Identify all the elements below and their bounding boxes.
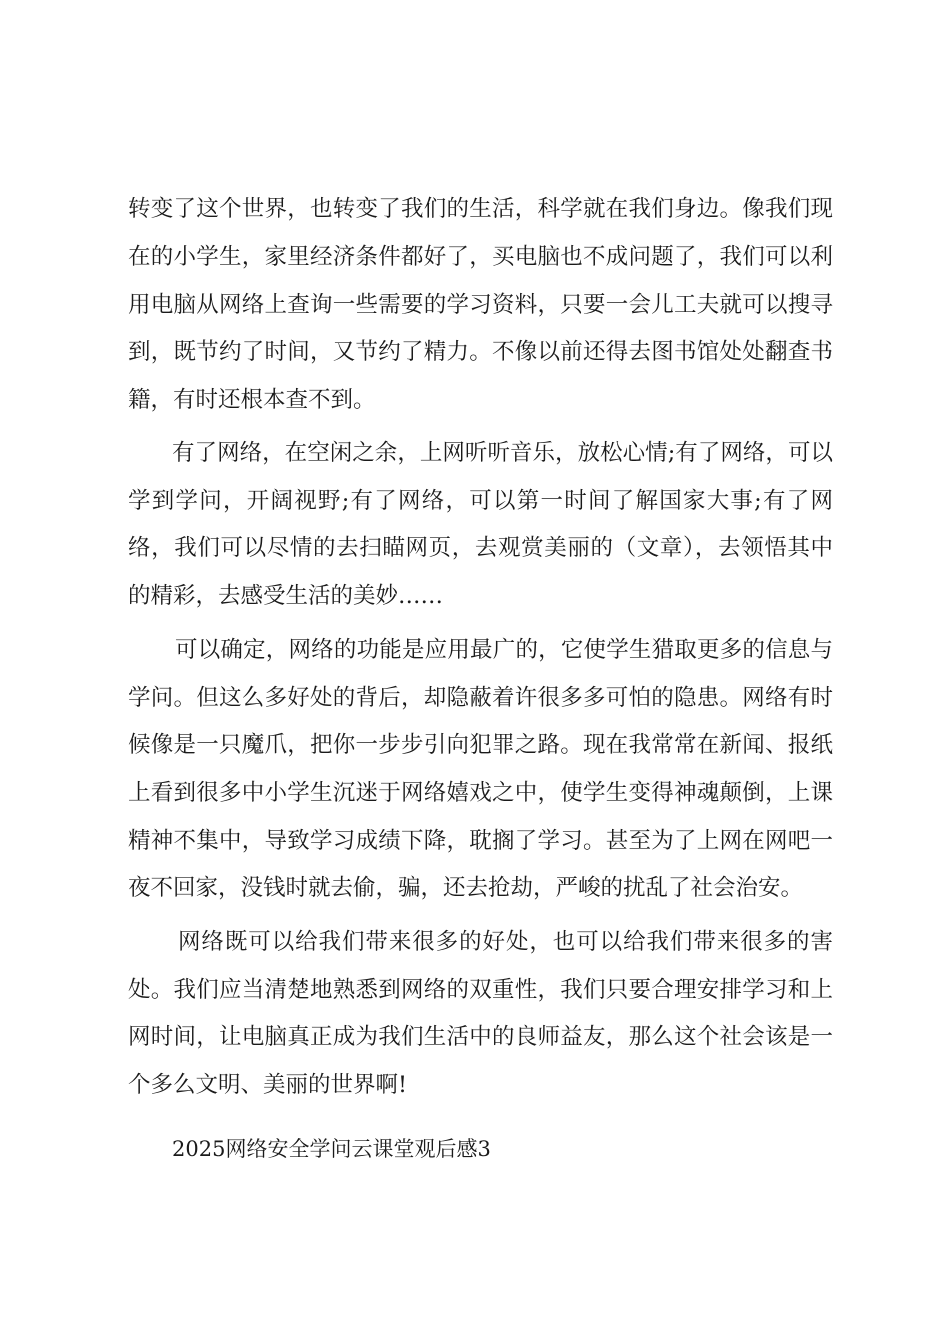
paragraph-1-line-1: 转变了这个世界，也转变了我们的生活，科学就在我们身边。像我们现 (128, 196, 833, 222)
section-heading: 2025网络安全学问云课堂观后感3 (172, 1137, 491, 1161)
paragraph-2-line-3: 络，我们可以尽情的去扫瞄网页，去观赏美丽的（文章），去领悟其中 (128, 535, 833, 561)
paragraph-2-line-4: 的精彩，去感受生活的美妙…… (128, 583, 444, 609)
paragraph-3-line-4: 上看到很多中小学生沉迷于网络嬉戏之中，使学生变得神魂颠倒，上课 (128, 780, 833, 806)
paragraph-3-line-6: 夜不回家，没钱时就去偷，骗，还去抢劫，严峻的扰乱了社会治安。 (128, 875, 804, 901)
paragraph-3-line-5: 精神不集中，导致学习成绩下降，耽搁了学习。甚至为了上网在网吧一 (128, 828, 833, 854)
paragraph-2-line-2: 学到学问，开阔视野;有了网络，可以第一时间了解国家大事;有了网 (128, 488, 833, 514)
paragraph-3-line-3: 候像是一只魔爪，把你一步步引向犯罪之路。现在我常常在新闻、报纸 (128, 732, 833, 758)
paragraph-4-line-4: 个多么文明、美丽的世界啊! (128, 1072, 408, 1098)
paragraph-4-line-3: 网时间，让电脑真正成为我们生活中的良师益友，那么这个社会该是一 (128, 1024, 833, 1050)
paragraph-2-line-1: 有了网络，在空闲之余，上网听听音乐，放松心情;有了网络，可以 (172, 440, 833, 466)
paragraph-1-line-2: 在的小学生，家里经济条件都好了，买电脑也不成问题了，我们可以利 (128, 244, 833, 270)
paragraph-1-line-5: 籍，有时还根本查不到。 (128, 387, 376, 413)
paragraph-3-line-2: 学问。但这么多好处的背后，却隐蔽着许很多多可怕的隐患。网络有时 (128, 685, 833, 711)
paragraph-4-line-1: 网络既可以给我们带来很多的好处，也可以给我们带来很多的害 (178, 929, 833, 955)
paragraph-1-line-3: 用电脑从网络上查询一些需要的学习资料，只要一会儿工夫就可以搜寻 (128, 292, 833, 318)
paragraph-4-line-2: 处。我们应当清楚地熟悉到网络的双重性，我们只要合理安排学习和上 (128, 977, 833, 1003)
paragraph-3-line-1: 可以确定，网络的功能是应用最广的，它使学生猎取更多的信息与 (175, 637, 833, 663)
paragraph-1-line-4: 到，既节约了时间，又节约了精力。不像以前还得去图书馆处处翻查书 (128, 339, 833, 365)
